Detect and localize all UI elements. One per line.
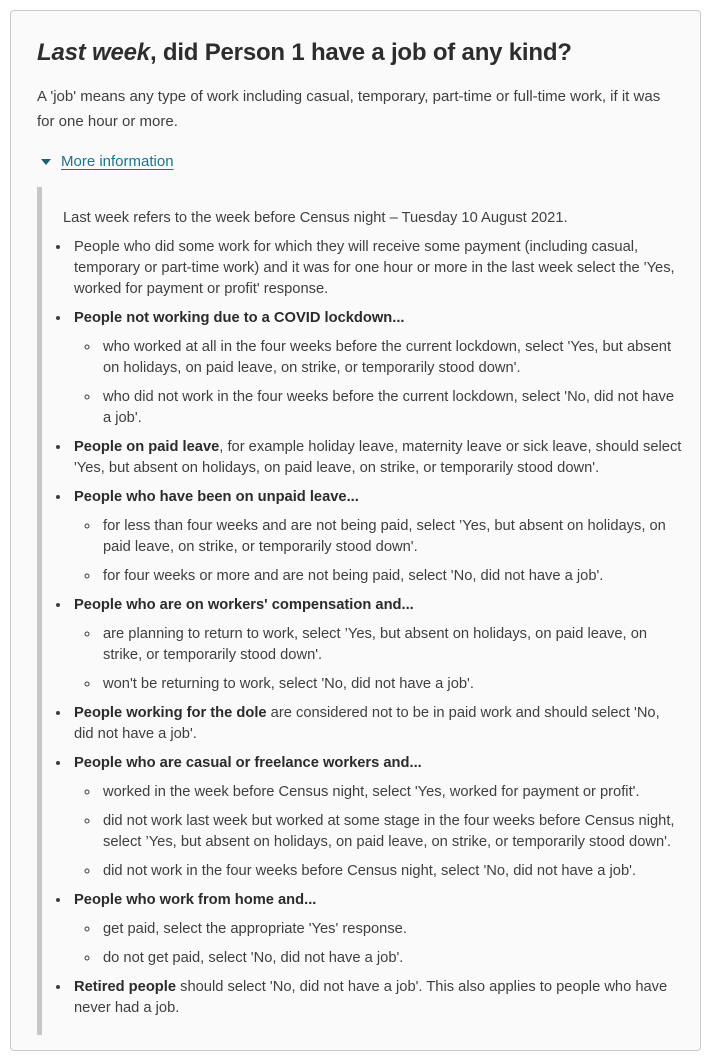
list-item: • Retired people should select 'No, did not have a job'. This also applies to people who have never had a job. [71,977,682,1019]
more-information-toggle[interactable] [41,153,686,170]
list-item: • People not working due to a COVID lockdown... ◦ who worked at all in the four weeks before the current lockdown, select 'Yes, but absent on holidays, on paid leave, on strike, or temporarily stood down'. ◦ who did not work in the four weeks before the current lockdown, select 'No, did not have a job'. [71,308,682,429]
page-title [37,38,686,68]
caret-down-icon [41,159,51,165]
sub-list-item: ◦ do not get paid, select 'No, did not have a job'. [100,948,682,969]
sub-list [74,516,682,587]
page-title-rest: , did Person 1 have a job of any kind? [149,39,572,66]
list-item: • People who did some work for which they will receive some payment (including casual, temporary or part-time work) and it was for one hour or more in the last week select the 'Yes, worked for payment or profit' response. [71,237,682,300]
list-item: • People who are casual or freelance workers and... ◦ worked in the week before Census night, select 'Yes, worked for payment or profit'. ◦ did not work last week but worked at some stage in the four weeks before Census night, select ’Yes, but absent on holidays, on paid leave, on strike, or temporarily stood down'. ◦ did not work in the four weeks before Census night, select 'No, did not have a job'. [71,753,682,882]
info-intro: Last week refers to the week before Census night – Tuesday 10 August 2021. [63,210,568,226]
list-item: • People who work from home and... ◦ get paid, select the appropriate 'Yes' response. ◦ do not get paid, select 'No, did not have a job'. [71,890,682,969]
sub-list-item: ◦ did not work in the four weeks before Census night, select 'No, did not have a job'. [100,861,682,882]
sub-list [74,919,682,969]
sub-list-item: ◦ won't be returning to work, select 'No, did not have a job'. [100,674,682,695]
list-item: • People who are on workers' compensation and... ◦ are planning to return to work, select ’Yes, but absent on holidays, on paid leave, on strike, or temporarily stood down'. ◦ won't be returning to work, select 'No, did not have a job'. [71,595,682,695]
list-item: • People on paid leave, for example holiday leave, maternity leave or sick leave, should select 'Yes, but absent on holidays, on paid leave, on strike, or temporarily stood down'. [71,437,682,479]
sub-list-item: ◦ are planning to return to work, select ’Yes, but absent on holidays, on paid leave, on strike, or temporarily stood down'. [100,624,682,666]
sub-list [74,624,682,695]
question-subtitle: A 'job' means any type of work including casual, temporary, part-time or full-time work, if it was for one hour or more. [37,88,661,130]
sub-list-item: ◦ who did not work in the four weeks before the current lockdown, select 'No, did not have a job'. [100,387,682,429]
more-information-link[interactable]: More information [61,153,174,170]
sub-list-item: ◦ did not work last week but worked at some stage in the four weeks before Census night, select ’Yes, but absent on holidays, on paid leave, on strike, or temporarily stood down'. [100,811,682,853]
list-item: • People who have been on unpaid leave... ◦ for less than four weeks and are not being paid, select ’Yes, but absent on holidays, on paid leave, on strike, or temporarily stood down'. ◦ for four weeks or more and are not being paid, select 'No, did not have a job'. [71,487,682,587]
sub-list [74,782,682,882]
sub-list-item: ◦ for less than four weeks and are not being paid, select ’Yes, but absent on holidays, on paid leave, on strike, or temporarily stood down'. [100,516,682,558]
more-information-panel [37,187,686,1035]
sub-list [74,337,682,429]
info-list [63,237,682,1019]
sub-list-item: ◦ for four weeks or more and are not being paid, select 'No, did not have a job'. [100,566,682,587]
sub-list-item: ◦ who worked at all in the four weeks before the current lockdown, select 'Yes, but absent on holidays, on paid leave, on strike, or temporarily stood down'. [100,337,682,379]
sub-list-item: ◦ worked in the week before Census night, select 'Yes, worked for payment or profit'. [100,782,682,803]
sub-list-item: ◦ get paid, select the appropriate 'Yes' response. [100,919,682,940]
question-help-card [10,10,701,1051]
page-title-emphasis: Last week [37,39,150,66]
list-item: • People working for the dole are considered not to be in paid work and should select 'No, did not have a job'. [71,703,682,745]
